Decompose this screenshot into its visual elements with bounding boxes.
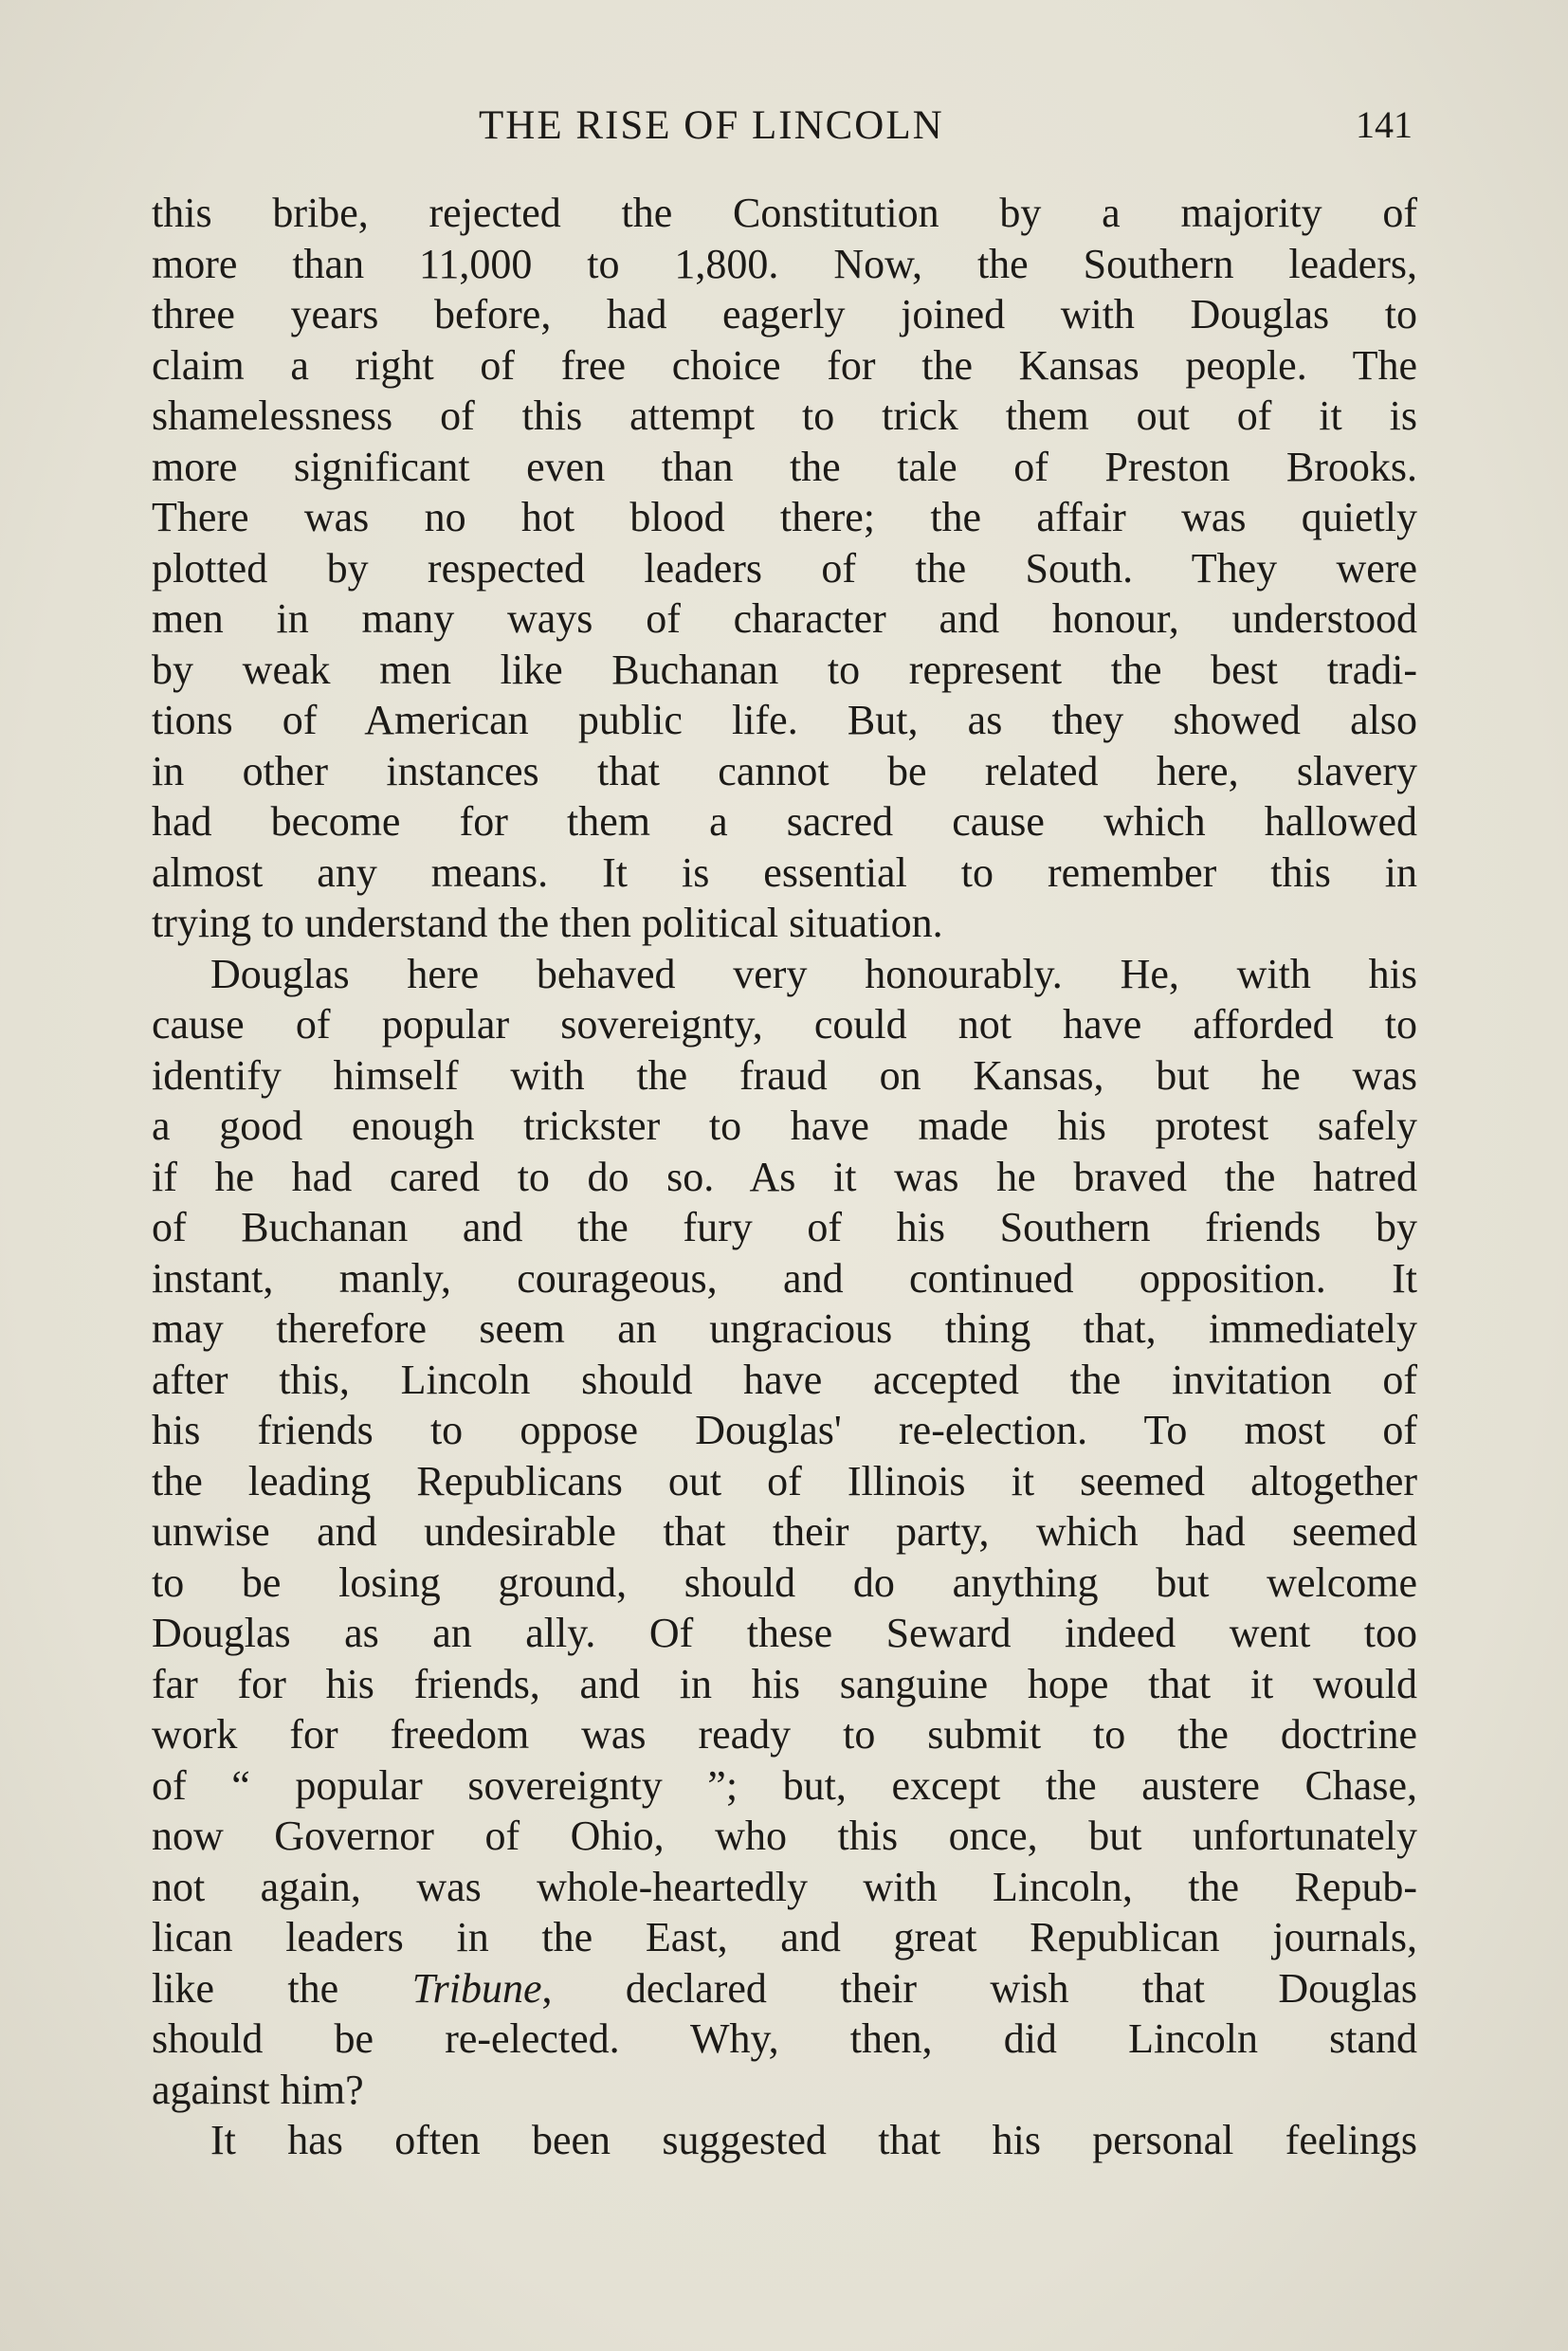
text-line: his friends to oppose Douglas' re-election. To most of bbox=[152, 1407, 1417, 1453]
text-line: work for freedom was ready to submit to the doctrine bbox=[152, 1711, 1417, 1758]
text-line: men in many ways of character and honour, understood bbox=[152, 595, 1417, 642]
body-text bbox=[152, 188, 1417, 2166]
text-line: almost any means. It is essential to remember this in bbox=[152, 848, 1417, 896]
text-line: There was no hot blood there; the affair was quietly bbox=[152, 494, 1417, 540]
paragraph-start-line: It has often been suggested that his personal feelings bbox=[210, 2117, 1417, 2163]
text-line: identify himself with the fraud on Kansas, but he was bbox=[152, 1051, 1417, 1099]
text-line: a good enough trickster to have made his protest safely bbox=[152, 1103, 1417, 1149]
page-header bbox=[147, 102, 1413, 159]
text-line: trying to understand the then political situation. bbox=[152, 900, 943, 946]
text-line: against him? bbox=[152, 2066, 364, 2113]
text-line: may therefore seem an ungracious thing that, immediately bbox=[152, 1305, 1417, 1352]
text-line: cause of popular sovereignty, could not have afforded to bbox=[152, 1001, 1417, 1048]
tribune-line: like the Tribune, declared their wish that Douglas bbox=[152, 1964, 1417, 2012]
text-line: Douglas as an ally. Of these Seward indeed went too bbox=[152, 1610, 1417, 1656]
italic-title: Tribune bbox=[411, 1964, 542, 2012]
text-line: not again, was whole-heartedly with Lincoln, the Repub- bbox=[152, 1863, 1417, 1910]
text-line: tions of American public life. But, as they showed also bbox=[152, 697, 1417, 743]
text-line: this bribe, rejected the Constitution by a majority of bbox=[152, 190, 1417, 236]
running-title: THE RISE OF LINCOLN bbox=[479, 103, 944, 148]
text-line: instant, manly, courageous, and continued opposition. It bbox=[152, 1254, 1417, 1302]
text-line: now Governor of Ohio, who this once, but unfortunately bbox=[152, 1813, 1417, 1859]
text-line: if he had cared to do so. As it was he braved the hatred bbox=[152, 1153, 1417, 1200]
text-line: unwise and undesirable that their party, which had seemed bbox=[152, 1508, 1417, 1555]
text-line: should be re-elected. Why, then, did Lincoln stand bbox=[152, 2015, 1417, 2062]
text-line: three years before, had eagerly joined with Douglas to bbox=[152, 291, 1417, 337]
text-line: far for his friends, and in his sanguine hope that it would bbox=[152, 1660, 1417, 1707]
page-number: 141 bbox=[1356, 103, 1413, 146]
text-line: of “ popular sovereignty ”; but, except the austere Chase, bbox=[152, 1761, 1417, 1809]
text-line: more significant even than the tale of Preston Brooks. bbox=[152, 443, 1417, 490]
text-line: after this, Lincoln should have accepted the invitation of bbox=[152, 1356, 1417, 1403]
text-line: plotted by respected leaders of the South. They were bbox=[152, 544, 1417, 592]
text-line: shamelessness of this attempt to trick them out of it is bbox=[152, 392, 1417, 439]
text-line: claim a right of free choice for the Kansas people. The bbox=[152, 341, 1417, 389]
paragraph-start-line: Douglas here behaved very honourably. He, with his bbox=[210, 950, 1417, 997]
text-line: to be losing ground, should do anything but welcome bbox=[152, 1558, 1417, 1606]
text-line: the leading Republicans out of Illinois it seemed altogether bbox=[152, 1457, 1417, 1504]
text-line: by weak men like Buchanan to represent the best tradi- bbox=[152, 646, 1417, 693]
text-line: had become for them a sacred cause which hallowed bbox=[152, 798, 1417, 845]
text-line: of Buchanan and the fury of his Southern friends by bbox=[152, 1204, 1417, 1250]
text-line: lican leaders in the East, and great Republican journals, bbox=[152, 1914, 1417, 1960]
text-line: in other instances that cannot be related here, slavery bbox=[152, 747, 1417, 794]
text-line: more than 11,000 to 1,800. Now, the Southern leaders, bbox=[152, 240, 1417, 287]
